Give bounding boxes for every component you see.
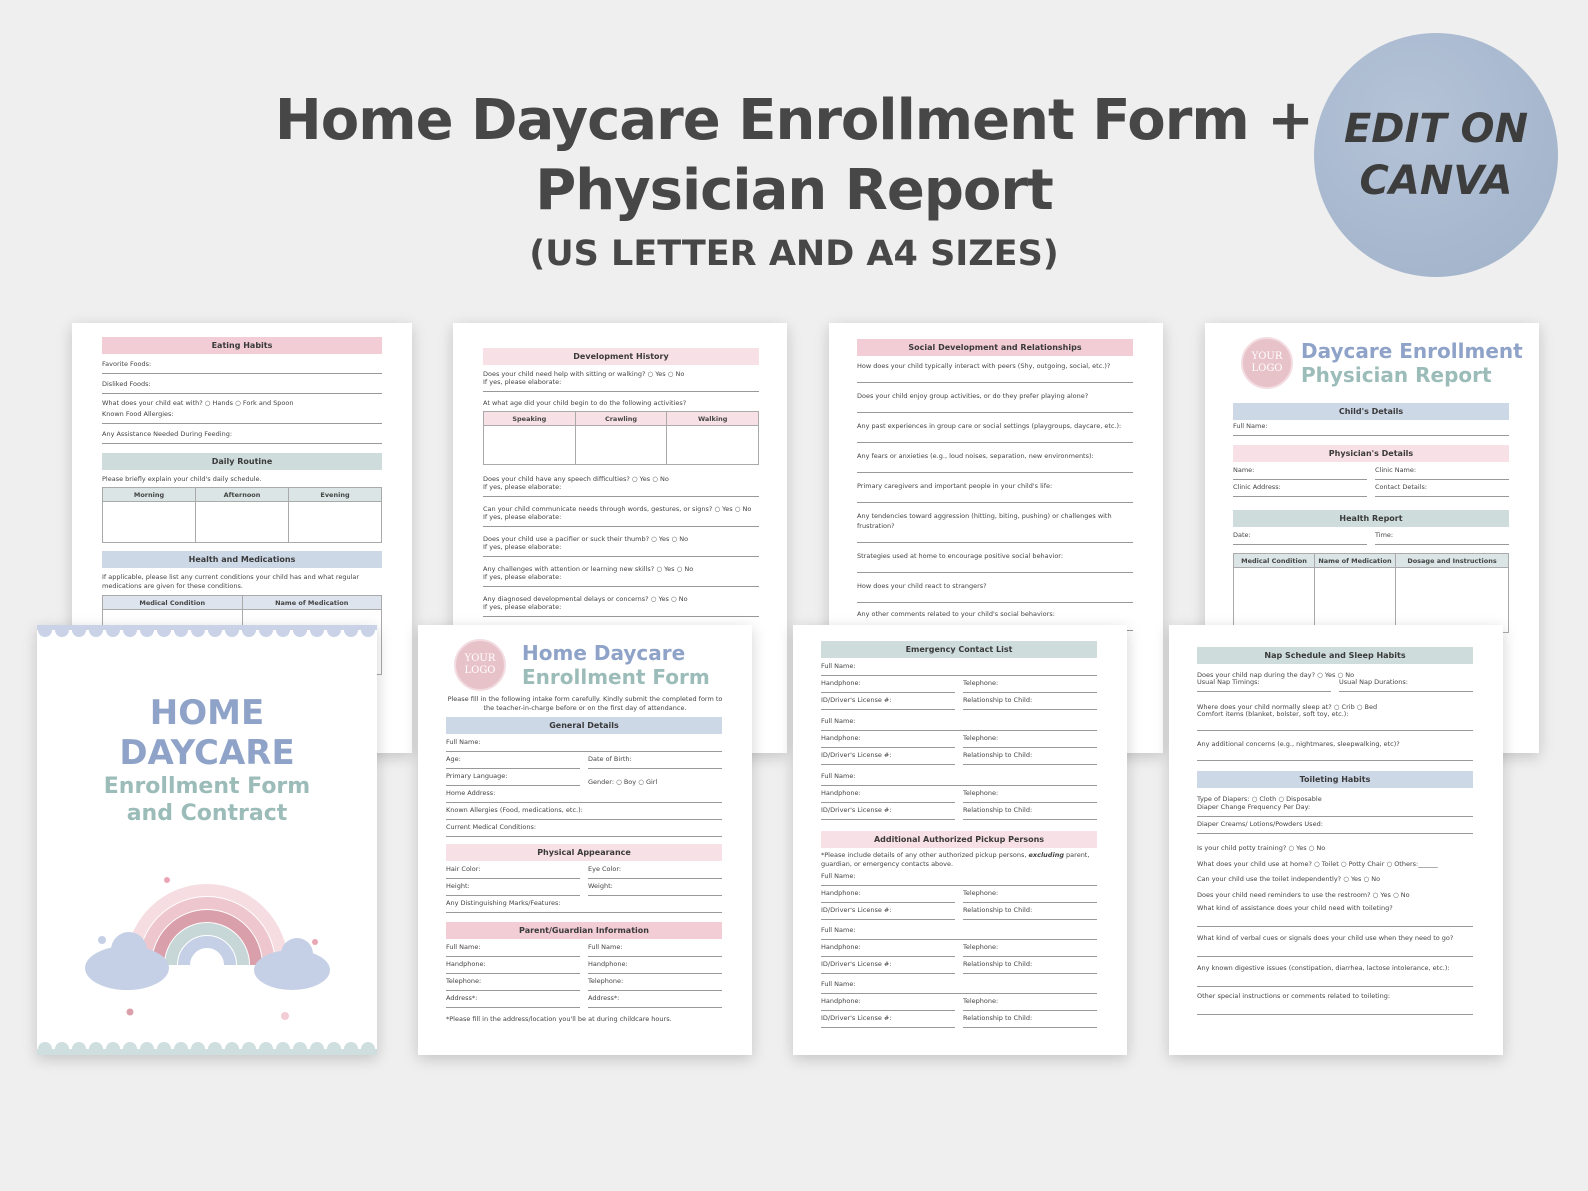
section-eating-habits: Eating Habits	[102, 337, 382, 354]
edit-on-canva-badge	[1314, 33, 1558, 277]
dev-table: Speaking Crawling Walking	[483, 411, 759, 465]
scallop-top-border	[37, 625, 377, 639]
contact-field: Relationship to Child:	[963, 750, 1097, 765]
physician-title1: Daycare Enrollment	[1301, 339, 1523, 363]
enroll-dob: Date of Birth:	[588, 754, 722, 769]
nap-timings: Usual Nap Timings:	[1197, 677, 1331, 692]
contact-field: Handphone:	[821, 996, 955, 1011]
pickup-note: *Please include details of any other authorized pickup persons, excluding parent, guardian, or emergency contacts above.	[821, 851, 1090, 868]
contact-field: ID/Driver's License #:	[821, 695, 955, 710]
enroll-title2: Enrollment Form	[522, 665, 710, 689]
page-nap-toileting	[1169, 625, 1503, 1055]
contact-field: Full Name:	[821, 716, 1097, 731]
social-q3: Any past experiences in group care or social settings (playgroups, daycare, etc.):	[857, 421, 1133, 443]
parent2-address: Address*:	[588, 993, 722, 1008]
scallop-bottom-border	[37, 1039, 377, 1055]
enroll-gender: Gender: ○ Boy ○ Girl	[588, 778, 658, 786]
enroll-eye: Eye Color:	[588, 864, 722, 879]
contact-field: Full Name:	[821, 771, 1097, 786]
phys-clinic-addr: Clinic Address:	[1233, 482, 1367, 497]
phys-clinic: Clinic Name:	[1375, 465, 1509, 480]
contact-field: Telephone:	[963, 788, 1097, 803]
phys-name: Name:	[1233, 465, 1367, 480]
contact-field: Handphone:	[821, 788, 955, 803]
field-disliked-foods: Disliked Foods:	[102, 379, 382, 394]
contact-field: Telephone:	[963, 678, 1097, 693]
nap-q2: Where does your child normally sleep at? ○ Crib ○ Bed	[1197, 703, 1378, 711]
page-cover	[37, 625, 377, 1055]
contact-field: ID/Driver's License #:	[821, 959, 955, 974]
contact-field: Full Name:	[821, 925, 1097, 940]
section-general: General Details	[446, 717, 722, 734]
main-title-line1: Home Daycare Enrollment Form +	[274, 88, 1314, 153]
badge-line2: CANVA	[1359, 158, 1513, 204]
cover-subtitle2: and Contract	[126, 801, 288, 826]
contact-field: ID/Driver's License #:	[821, 1013, 955, 1028]
physician-title2: Physician Report	[1301, 363, 1492, 387]
diaper-creams: Diaper Creams/ Lotions/Powders Used:	[1197, 819, 1473, 834]
parent2-hand: Handphone:	[588, 959, 722, 974]
medication-table: Medical Condition Name of Medication	[102, 595, 382, 675]
enroll-intro: Please fill in the following intake form carefully. Kindly submit the completed form to the teacher-in-charge before or on the first day of attendance.	[447, 695, 723, 712]
section-toileting: Toileting Habits	[1197, 771, 1473, 788]
enroll-medical: Current Medical Conditions:	[446, 822, 722, 837]
phys-full-name: Full Name:	[1233, 421, 1509, 436]
dev-q5: Any challenges with attention or learning new skills? ○ Yes ○ No	[483, 565, 694, 573]
contact-field: Handphone:	[821, 942, 955, 957]
section-pickup: Additional Authorized Pickup Persons	[821, 831, 1097, 848]
logo-placeholder: YOUR LOGO	[1241, 337, 1293, 389]
phys-med-table: Medical Condition Name of Medication Dosage and Instructions	[1233, 553, 1509, 633]
field-feeding-assist: Any Assistance Needed During Feeding:	[102, 429, 382, 444]
section-development: Development History	[483, 348, 759, 365]
diaper-freq: Diaper Change Frequency Per Day:	[1197, 802, 1473, 817]
contact-field: ID/Driver's License #:	[821, 905, 955, 920]
contact-field: Full Name:	[821, 979, 1097, 994]
enroll-marks: Any Distinguishing Marks/Features:	[446, 898, 722, 913]
dev-q2: Does your child have any speech difficulties? ○ Yes ○ No	[483, 475, 669, 483]
cover-subtitle1: Enrollment Form	[103, 774, 311, 799]
dev-q6: Any diagnosed developmental delays or concerns? ○ Yes ○ No	[483, 595, 688, 603]
enroll-allergies: Known Allergies (Food, medications, etc.):	[446, 805, 722, 820]
dev-age-q: At what age did your child begin to do the following activities?	[483, 399, 687, 407]
health-desc: If applicable, please list any current conditions your child has and what regular medications are given for these conditions.	[102, 573, 360, 590]
section-nap: Nap Schedule and Sleep Habits	[1197, 647, 1473, 664]
contact-field: Telephone:	[963, 733, 1097, 748]
daily-desc: Please briefly explain your child's daily schedule.	[102, 475, 262, 483]
enroll-note: *Please fill in the address/location you'll be at during childcare hours.	[446, 1015, 672, 1023]
potty-q: Is your child potty training? ○ Yes ○ No	[1197, 844, 1326, 852]
phys-date: Date:	[1233, 530, 1367, 545]
logo-placeholder: YOUR LOGO	[454, 639, 506, 691]
dev-q5-elab: If yes, please elaborate:	[483, 572, 759, 587]
page-enrollment-form	[418, 625, 752, 1055]
contact-field: Telephone:	[963, 888, 1097, 903]
enroll-language: Primary Language:	[446, 771, 580, 786]
badge-line1: EDIT ON	[1343, 106, 1529, 152]
contact-field: Relationship to Child:	[963, 1013, 1097, 1028]
nap-q1: Does your child nap during the day? ○ Yes ○ No	[1197, 671, 1355, 679]
social-q4: Any fears or anxieties (e.g., loud noises, separation, new environments):	[857, 451, 1133, 473]
enroll-age: Age:	[446, 754, 580, 769]
contact-field: Relationship to Child:	[963, 959, 1097, 974]
phys-time: Time:	[1375, 530, 1509, 545]
field-favorite-foods: Favorite Foods:	[102, 359, 382, 374]
social-q9: Any other comments related to your child's social behaviors:	[857, 609, 1133, 631]
eat-question: What does your child eat with? ○ Hands ○ Fork and Spoon	[102, 399, 294, 407]
dev-q1: Does your child need help with sitting or walking? ○ Yes ○ No	[483, 370, 685, 378]
main-title-line2: Physician Report	[535, 158, 1053, 223]
page-emergency-contacts	[793, 625, 1127, 1055]
cover-title-home: HOME	[149, 693, 265, 733]
section-parent: Parent/Guardian Information	[446, 922, 722, 939]
contact-field: Relationship to Child:	[963, 695, 1097, 710]
section-daily-routine: Daily Routine	[102, 453, 382, 470]
parent1-hand: Handphone:	[446, 959, 580, 974]
enroll-height: Height:	[446, 881, 580, 896]
section-physical: Physical Appearance	[446, 844, 722, 861]
contact-field: Handphone:	[821, 888, 955, 903]
social-q8: How does your child react to strangers?	[857, 581, 1133, 603]
toilet-digest: Any known digestive issues (constipation, diarrhea, lactose intolerance, etc.):	[1197, 963, 1473, 987]
diaper-type: Type of Diapers: ○ Cloth ○ Disposable	[1197, 795, 1322, 803]
field-food-allergies: Known Food Allergies:	[102, 409, 382, 424]
nap-comfort: Comfort items (blanket, bolster, soft toy, etc.):	[1197, 709, 1473, 731]
enroll-full-name: Full Name:	[446, 737, 722, 752]
enroll-title1: Home Daycare	[522, 641, 686, 665]
toilet-cues: What kind of verbal cues or signals does your child use when they need to go?	[1197, 933, 1473, 957]
toilet-other: Other special instructions or comments related to toileting:	[1197, 991, 1473, 1015]
dev-q2-elab: If yes, please elaborate:	[483, 482, 759, 497]
enroll-weight: Weight:	[588, 881, 722, 896]
dev-q6-elab: If yes, please elaborate:	[483, 602, 759, 617]
cover-title-daycare: DAYCARE	[119, 733, 295, 773]
social-q6: Any tendencies toward aggression (hitting, biting, pushing) or challenges with frustration?	[857, 511, 1133, 543]
contact-field: Relationship to Child:	[963, 905, 1097, 920]
section-health-report: Health Report	[1233, 510, 1509, 527]
contact-field: Handphone:	[821, 733, 955, 748]
parent2-tel: Telephone:	[588, 976, 722, 991]
social-q5: Primary caregivers and important people in your child's life:	[857, 481, 1133, 503]
contact-field: Full Name:	[821, 661, 1097, 676]
contact-field: Handphone:	[821, 678, 955, 693]
dev-q1-elab: If yes, please elaborate:	[483, 377, 759, 392]
section-child-details: Child's Details	[1233, 403, 1509, 420]
enroll-hair: Hair Color:	[446, 864, 580, 879]
indep-q: Can your child use the toilet independently? ○ Yes ○ No	[1197, 875, 1381, 883]
section-social: Social Development and Relationships	[857, 339, 1133, 356]
parent2-name: Full Name:	[588, 942, 722, 957]
contact-field: Relationship to Child:	[963, 805, 1097, 820]
parent1-tel: Telephone:	[446, 976, 580, 991]
main-subtitle: (US LETTER AND A4 SIZES)	[529, 234, 1059, 274]
social-q7: Strategies used at home to encourage positive social behavior:	[857, 551, 1133, 573]
section-health: Health and Medications	[102, 551, 382, 568]
phys-contact: Contact Details:	[1375, 482, 1509, 497]
nap-concerns: Any additional concerns (e.g., nightmares, sleepwalking, etc)?	[1197, 739, 1473, 761]
nap-durations: Usual Nap Durations:	[1339, 677, 1473, 692]
dev-q4-elab: If yes, please elaborate:	[483, 542, 759, 557]
remind-q: Does your child need reminders to use the restroom? ○ Yes ○ No	[1197, 891, 1410, 899]
parent1-name: Full Name:	[446, 942, 580, 957]
contact-field: Telephone:	[963, 996, 1097, 1011]
social-q2: Does your child enjoy group activities, or do they prefer playing alone?	[857, 391, 1133, 413]
daily-table: Morning Afternoon Evening	[102, 487, 382, 543]
contact-field: Telephone:	[963, 942, 1097, 957]
contact-field: Full Name:	[821, 871, 1097, 886]
contact-field: ID/Driver's License #:	[821, 805, 955, 820]
contact-field: ID/Driver's License #:	[821, 750, 955, 765]
social-q1: How does your child typically interact with peers (Shy, outgoing, social, etc.)?	[857, 361, 1133, 383]
section-emergency: Emergency Contact List	[821, 641, 1097, 658]
dev-q3: Can your child communicate needs through words, gestures, or signs? ○ Yes ○ No	[483, 505, 752, 513]
section-physician: Physician's Details	[1233, 445, 1509, 462]
use-q: What does your child use at home? ○ Toilet ○ Potty Chair ○ Others:______	[1197, 860, 1438, 868]
parent1-address: Address*:	[446, 993, 580, 1008]
dev-q4: Does your child use a pacifier or suck their thumb? ○ Yes ○ No	[483, 535, 689, 543]
enroll-address: Home Address:	[446, 788, 722, 803]
toilet-assist: What kind of assistance does your child need with toileting?	[1197, 903, 1473, 927]
rainbow-illustration	[37, 850, 377, 1020]
dev-q3-elab: If yes, please elaborate:	[483, 512, 759, 527]
